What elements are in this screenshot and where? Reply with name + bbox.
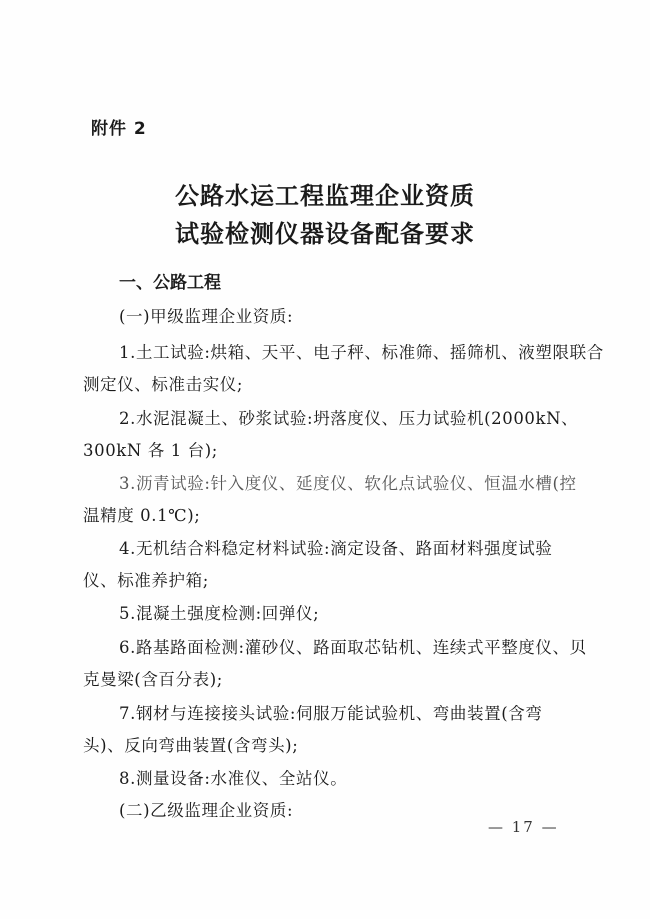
item-2-line-1: 2.水泥混凝土、砂浆试验:坍落度仪、压力试验机(2000kN、 (119, 409, 579, 428)
section-heading: 一、公路工程 (119, 273, 221, 293)
item-7-line-1: 7.钢材与连接接头试验:伺服万能试验机、弯曲装置(含弯 (119, 704, 543, 723)
item-6-line-2: 克曼梁(含百分表); (83, 670, 223, 689)
subsection-heading-a: (一)甲级监理企业资质: (119, 307, 294, 326)
item-5: 5.混凝土强度检测:回弹仪; (119, 604, 320, 623)
document-title-line-1: 公路水运工程监理企业资质 (175, 182, 475, 210)
page-number: — 17 — (488, 818, 559, 836)
item-1-line-1: 1.土工试验:烘箱、天平、电子秤、标准筛、摇筛机、液塑限联合 (119, 343, 604, 362)
item-7-line-2: 头)、反向弯曲装置(含弯头); (83, 736, 299, 755)
document-title-line-2: 试验检测仪器设备配备要求 (175, 220, 475, 248)
item-1-line-2: 测定仪、标准击实仪; (83, 375, 244, 394)
attachment-label: 附件 2 (91, 119, 147, 139)
item-3-line-2: 温精度 0.1℃); (83, 506, 201, 525)
subsection-heading-b: (二)乙级监理企业资质: (119, 801, 294, 820)
item-2-line-2: 300kN 各 1 台); (83, 441, 218, 460)
item-4-line-2: 仪、标准养护箱; (83, 571, 209, 590)
item-3-line-1: 3.沥青试验:针入度仪、延度仪、软化点试验仪、恒温水槽(控 (119, 474, 577, 493)
item-6-line-1: 6.路基路面检测:灌砂仪、路面取芯钻机、连续式平整度仪、贝 (119, 638, 587, 657)
item-8: 8.测量设备:水准仪、全站仪。 (119, 769, 348, 788)
item-4-line-1: 4.无机结合料稳定材料试验:滴定设备、路面材料强度试验 (119, 539, 553, 558)
